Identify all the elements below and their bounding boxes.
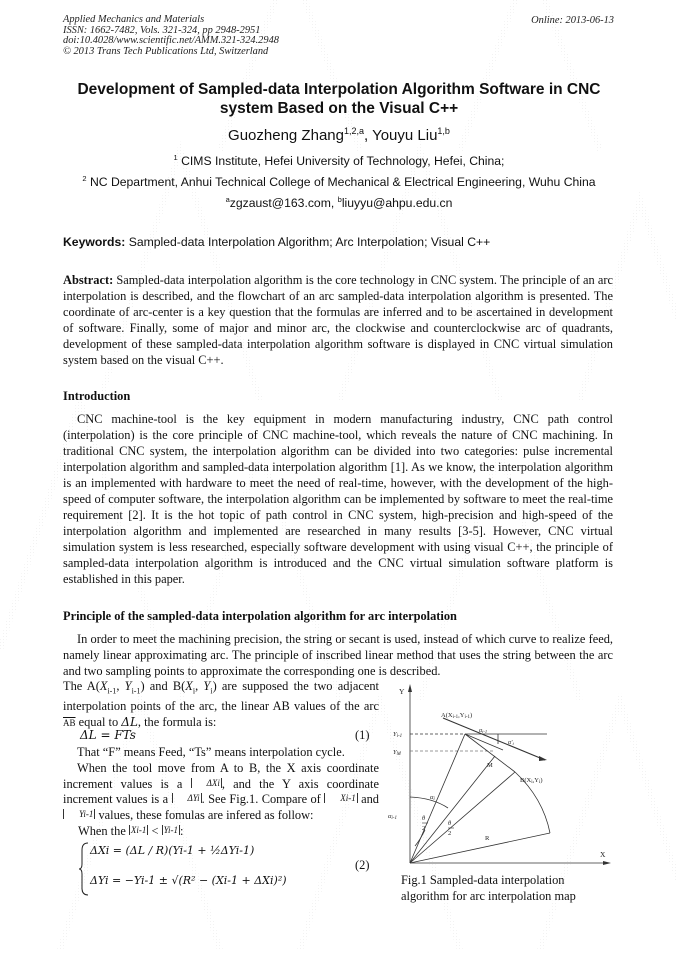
svg-text:2: 2 xyxy=(448,830,452,837)
journal-doi: doi:10.4028/www.scientific.net/AMM.321-324.2948 xyxy=(63,35,279,47)
author-superscript: 1,b xyxy=(437,126,450,136)
title-line-1: Development of Sampled-data Interpolation Algorithm Software in CNC xyxy=(77,81,601,98)
text-run: , and the Y axis coordinate increment values is a xyxy=(63,776,379,807)
title-line-2: system Based on the Visual C++ xyxy=(219,100,459,117)
text-run: . See Fig.1. Compare of xyxy=(201,792,325,807)
delta-l-symbol: ΔL xyxy=(121,714,138,729)
journal-copyright: © 2013 Trans Tech Publications Ltd, Switzerland xyxy=(63,45,269,57)
condition-line xyxy=(78,824,183,840)
text-run: : xyxy=(179,824,184,838)
affiliation-1 xyxy=(0,151,678,168)
equation-2 xyxy=(78,842,338,894)
abs-y: Yi-1 xyxy=(163,825,178,835)
text-run: When the xyxy=(78,824,129,838)
direction-arrow-icon xyxy=(539,756,547,761)
affiliation-text: NC Department, Anhui Technical College of Mechanical & Electrical Engineering, Wuhu China xyxy=(86,175,596,190)
principle-paragraph: In order to meet the machining precision, the string or secant is used, instead of which curve to realize feed, namely linear approximating arc. The principle of inscribed linear method that uses the string between the arc and two sampling points to approximate the corresponding one is described. xyxy=(63,632,613,678)
keywords xyxy=(63,235,490,249)
section-heading-principle: Principle of the sampled-data interpolation algorithm for arc interpolation xyxy=(63,609,457,623)
email-separator: , xyxy=(330,196,338,211)
svg-text:2: 2 xyxy=(422,825,426,832)
svg-text:θ: θ xyxy=(448,820,452,827)
svg-text:θ: θ xyxy=(422,815,426,822)
points-definition-paragraph: The $A(X_{i-1}$, $Y_{i-1}$) and $B(X_i$, $Y_i$) are supposed the two adjacent interpolation points of the arc, the linear AB values of the arc $\overline{AB}$ equal to ΔL, the formula is: xyxy=(63,679,379,729)
author-superscript: 1,2,a xyxy=(343,126,364,136)
abs-y: Yi-1 xyxy=(63,809,95,819)
author-name: Guozheng Zhang xyxy=(228,127,344,144)
brace-icon xyxy=(78,842,90,896)
author-emails xyxy=(0,193,678,210)
text-run: values, these fomulas are infered as follow: xyxy=(95,807,314,822)
email-superscript: a xyxy=(225,195,230,204)
journal-header xyxy=(63,15,279,57)
y-axis-arrow-icon xyxy=(408,684,412,692)
svg-text:α'i: α'i xyxy=(508,740,514,746)
svg-text:αi-1: αi-1 xyxy=(388,813,397,821)
affiliation-2 xyxy=(0,172,678,189)
author-name: Youyu Liu xyxy=(372,127,438,144)
svg-text:αi-1: αi-1 xyxy=(479,728,488,734)
affiliation-superscript: 2 xyxy=(82,174,87,183)
text-run: When the tool move from A to B, the X axis coordinate increment values is a xyxy=(63,761,379,791)
text-run: , the formula is: xyxy=(137,714,217,729)
var-y: Y xyxy=(124,679,132,693)
text-run: The A( xyxy=(63,679,100,693)
author-separator: , xyxy=(364,127,373,144)
sub: i-1 xyxy=(131,686,141,696)
abs-x: Xi-1 xyxy=(130,825,147,835)
journal-name: Applied Mechanics and Materials xyxy=(63,14,205,25)
equation-1 xyxy=(80,727,136,743)
author-list xyxy=(0,122,678,145)
svg-text:X: X xyxy=(600,850,606,859)
email-link[interactable]: zgzaust@163.com xyxy=(229,196,331,211)
affiliation-superscript: 1 xyxy=(173,153,178,162)
abs-delta-y: ΔYi xyxy=(172,793,202,803)
abstract-label: Abstract: xyxy=(63,273,114,287)
svg-text:Y: Y xyxy=(399,687,405,696)
figure-1-diagram xyxy=(385,680,625,870)
text-run: < xyxy=(148,824,162,838)
svg-text:B(Xi,Yi): B(Xi,Yi) xyxy=(520,777,543,785)
introduction-paragraph: CNC machine-tool is the key equipment in modern manufacturing industry, CNC path control (interpolation) is the core principle of CNC machine-tool, which reveals the nature of CNC machining. In traditional CNC system, the interpolation algorithm can be divided into two categories: pulse incremental interpolation algorithm and sampled-data interpolation algorithm [1]. As we know, the interpolation algorithm is an implemented with hardware to meet the need of real-time, however, with the development of the high-speed of computer software, the interpolation algorithm can be implemented by software to meet the real-time requirement [2]. It is the hot topic of path control in CNC system, high-precision and high-speed of the interpolation algorithm and implemented are researched in many results [3-5]. However, CNC virtual simulation system is less researched, especially software development with using visual C++, the principle of sampled-data interpolation algorithm is introduced and the CNC virtual simulation software platform is established in this paper. xyxy=(63,412,613,586)
affiliation-text: CIMS Institute, Hefei University of Technology, Hefei, China; xyxy=(177,154,505,169)
text-run: ) are supposed the two adjacent interpolation points of the arc, the linear AB values of the arc xyxy=(63,679,379,714)
keywords-label: Keywords: xyxy=(63,235,126,249)
svg-text:A(Xi-1,Yi-1): A(Xi-1,Yi-1) xyxy=(441,712,473,720)
svg-text:YM: YM xyxy=(393,749,401,757)
increment-paragraph xyxy=(63,761,379,823)
svg-text:M: M xyxy=(487,762,493,769)
figure-1-caption xyxy=(401,873,576,904)
feed-definition: That “F” means Feed, “Ts” means interpolation cycle. xyxy=(77,745,345,759)
equation-2-number: (2) xyxy=(355,858,370,872)
abs-delta-x: ΔXi xyxy=(191,778,222,788)
text-run: and xyxy=(357,792,379,807)
text-run: equal to xyxy=(75,714,122,729)
email-link[interactable]: liuyyu@ahpu.edu.cn xyxy=(341,196,453,211)
svg-text:R: R xyxy=(485,835,490,842)
abstract xyxy=(63,272,613,368)
equation-1-number: (1) xyxy=(355,728,370,742)
caption-line-1: Fig.1 Sampled-data interpolation xyxy=(401,873,565,887)
abstract-text: Sampled-data interpolation algorithm is the core technology in CNC system. The principle of an arc interpolation is described, and the flowchart of an arc sampled-data interpolation algorithm is presented. The coordinate of arc-center is a key question that the formulas are inferred and to be ascertained in development of software. Finally, some of major and minor arc, the clockwise and counterclockwise arc of quadrants, development of these sampled-data interpolation algorithm software is displayed in CNC virtual simulation system based on the visual C++. xyxy=(63,273,613,367)
arc-ab-label: $\overline{AB}$ xyxy=(63,717,76,728)
equation-2-line-1: ΔXi = (ΔL / R)(Yi-1 + ½ΔYi-1) xyxy=(90,844,255,857)
keywords-text: Sampled-data Interpolation Algorithm; Arc Interpolation; Visual C++ xyxy=(125,235,491,249)
email-superscript: b xyxy=(337,195,342,204)
x-axis-arrow-icon xyxy=(603,861,611,865)
paper-title xyxy=(50,80,628,118)
text-run: ) and B( xyxy=(140,679,186,693)
var-x: X xyxy=(99,679,108,693)
equation-1-body: ΔL = FTs xyxy=(80,728,136,742)
online-date: Online: 2013-06-13 xyxy=(531,15,614,26)
equation-2-line-2: ΔYi = −Yi-1 ± √(R² − (Xi-1 + ΔXi)²) xyxy=(90,874,287,887)
sub: i-1 xyxy=(107,686,117,696)
section-heading-introduction: Introduction xyxy=(63,389,131,403)
svg-text:Yi-1: Yi-1 xyxy=(393,731,403,739)
svg-text:αi: αi xyxy=(430,794,435,802)
journal-issn: ISSN: 1662-7482, Vols. 321-324, pp 2948-2951 xyxy=(63,24,261,36)
caption-line-2: algorithm for arc interpolation map xyxy=(401,888,576,903)
abs-x: Xi-1 xyxy=(324,793,358,803)
